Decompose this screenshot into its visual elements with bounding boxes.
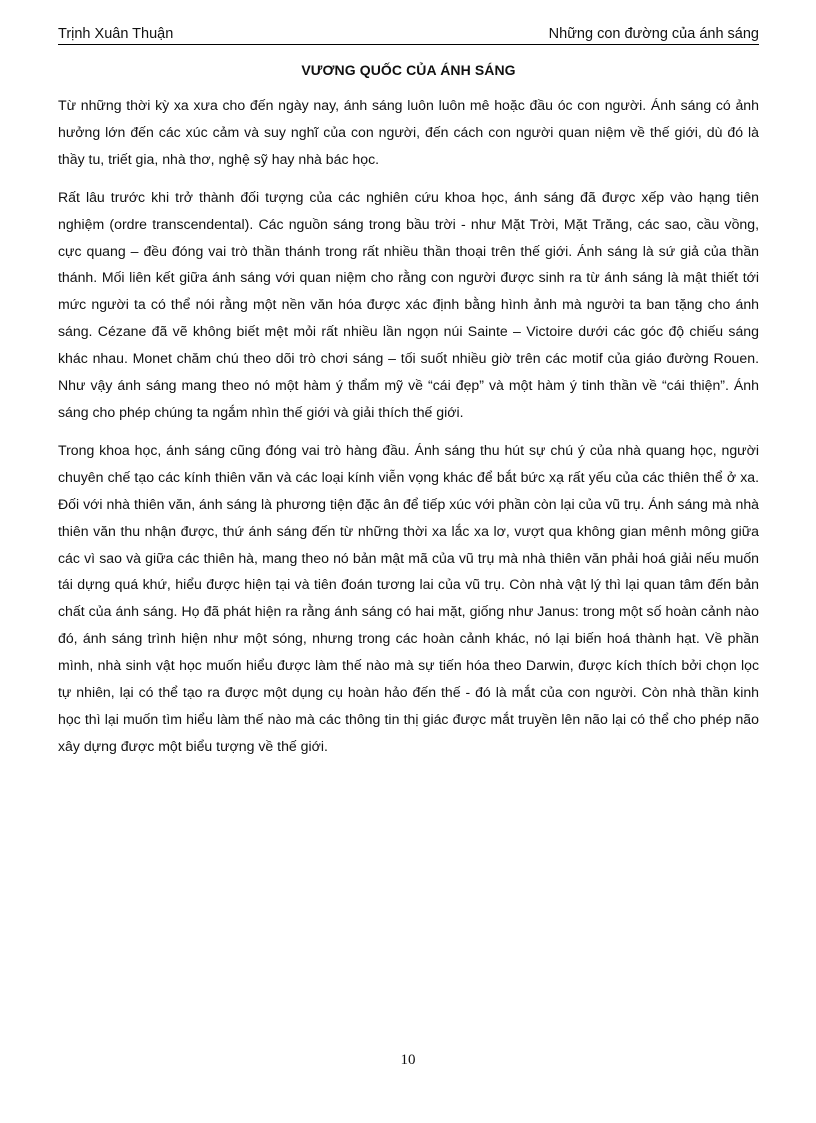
paragraph-2: Rất lâu trước khi trở thành đối tượng của các nghiên cứu khoa học, ánh sáng đã được xếp vào hạng tiên nghiệm (ordre transcendental). Các nguồn sáng trong bầu trời - như Mặt Trời, Mặt Trăng, các sao, cầu vồng, cực quang – đều đóng vai trò thần thánh trong rất nhiều thần thoại trên thế giới. Ánh sáng là sứ giả của thần thánh. Mối liên kết giữa ánh sáng với quan niệm cho rằng con người được sinh ra từ ánh sáng là mật thiết tới mức người ta có thể nói rằng một nền văn hóa được xác định bằng hình ảnh mà người ta ban tặng cho ánh sáng. Cézane đã vẽ không biết mệt mỏi rất nhiều lần ngọn núi Sainte – Victoire dưới các góc độ chiếu sáng khác nhau. Monet chăm chú theo dõi trò chơi sáng – tối suốt nhiều giờ trên các motif của giáo đường Rouen. Như vậy ánh sáng mang theo nó một hàm ý thẩm mỹ về “cái đẹp” và một hàm ý tinh thần về “cái thiện”. Ánh sáng cho phép chúng ta ngắm nhìn thế giới và giải thích thế giới. <box>58 188 759 420</box>
page-number: 10 <box>400 1052 416 1068</box>
page-header <box>58 24 759 45</box>
header-book-title: Những con đường của ánh sáng <box>548 26 759 42</box>
header-author: Trịnh Xuân Thuận <box>58 26 174 42</box>
paragraph-1: Từ những thời kỳ xa xưa cho đến ngày nay, ánh sáng luôn luôn mê hoặc đầu óc con người. Ánh sáng có ảnh hưởng lớn đến các xúc cảm và suy nghĩ của con người, đến cách con người quan niệm về thế giới, dù đó là thầy tu, triết gia, nhà thơ, nghệ sỹ hay nhà bác học. <box>58 97 759 167</box>
section-title: VƯƠNG QUỐC CỦA ÁNH SÁNG <box>301 62 516 78</box>
body-text <box>58 92 759 771</box>
paragraph-3: Trong khoa học, ánh sáng cũng đóng vai trò hàng đầu. Ánh sáng thu hút sự chú ý của nhà quang học, người chuyên chế tạo các kính thiên văn và các loại kính viễn vọng khác để bắt bức xạ rất yếu của các thiên thể ở xa. Đối với nhà thiên văn, ánh sáng là phương tiện đặc ân để tiếp xúc với phần còn lại của vũ trụ. Ánh sáng mà nhà thiên văn thu nhận được, thứ ánh sáng đến từ những thời xa lắc xa lơ, vượt qua không gian mênh mông giữa các vì sao và giữa các thiên hà, mang theo nó bản mật mã của vũ trụ mà nhà thiên văn phải hoá giải nếu muốn tái dựng quá khứ, hiểu được hiện tại và tiên đoán tương lai của vũ trụ. Còn nhà vật lý thì lại quan tâm đến bản chất của ánh sáng. Họ đã phát hiện ra rằng ánh sáng có hai mặt, giống như Janus: trong một số hoàn cảnh nào đó, ánh sáng trình hiện như một sóng, nhưng trong các hoàn cảnh khác, nó lại biến hoá thành hạt. Về phần mình, nhà sinh vật học muốn hiểu được làm thế nào mà sự tiến hóa theo Darwin, được kích thích bởi chọn lọc tự nhiên, lại có thể tạo ra được một dụng cụ hoàn hảo đến thế - đó là mắt của con người. Còn nhà thần kinh học thì lại muốn tìm hiểu làm thế nào mà các thông tin thị giác được mắt truyền lên não lại có thể cho phép não xây dựng được một biểu tượng về thế giới. <box>58 441 759 754</box>
